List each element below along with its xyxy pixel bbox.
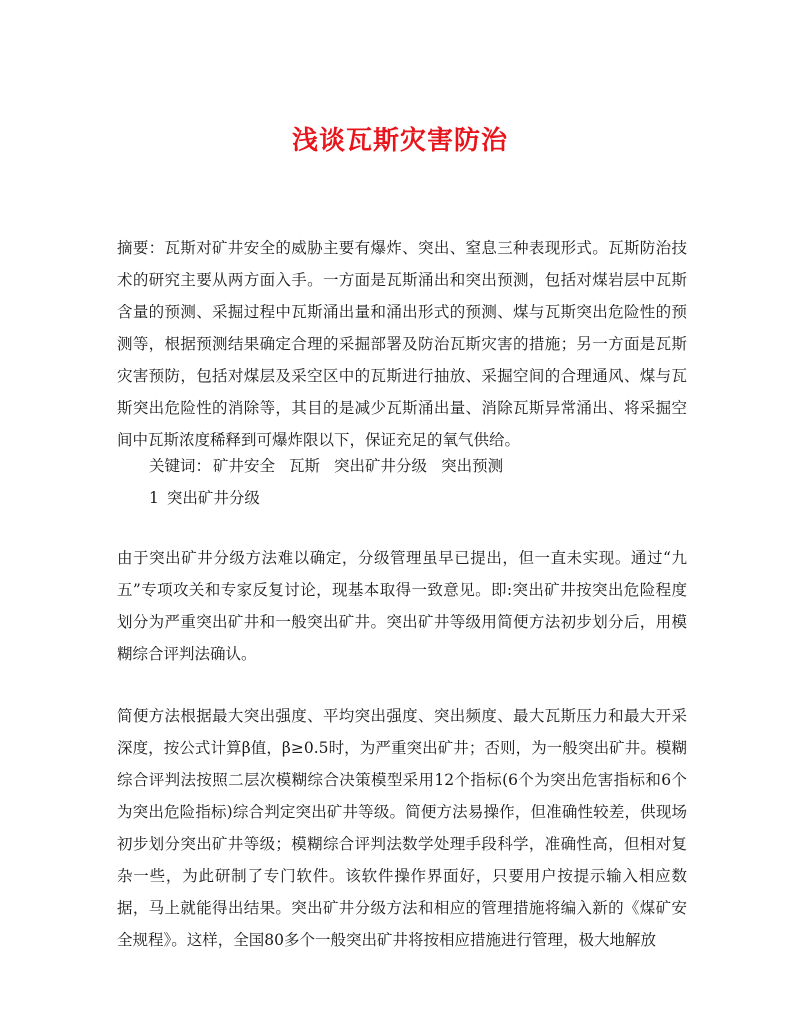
keyword-item: 突出预测 <box>441 457 504 475</box>
keyword-item: 突出矿井分级 <box>334 457 428 475</box>
section-number: 1 <box>149 489 159 507</box>
section-heading <box>149 486 260 510</box>
section-title: 突出矿井分级 <box>166 489 260 507</box>
keyword-item: 瓦斯 <box>289 457 321 475</box>
keywords-line <box>149 454 517 478</box>
keywords-label: 关键词： <box>149 457 212 475</box>
keyword-item: 矿井安全 <box>213 457 276 475</box>
body-paragraph: 由于突出矿井分级方法难以确定，分级管理虽早已提出，但一直未实现。通过“九五”专项攻关和专家反复讨论，现基本取得一致意见。即:突出矿井按突出危险程度划分为严重突出矿井和一般突出矿井。突出矿井等级用简便方法初步划分后，用模糊综合评判法确认。 <box>117 549 687 663</box>
document-title: 浅谈瓦斯灾害防治 <box>291 126 508 157</box>
body-paragraph: 简便方法根据最大突出强度、平均突出强度、突出频度、最大瓦斯压力和最大开采深度，按公式计算β值，β≥0.5时，为严重突出矿井；否则，为一般突出矿井。模糊综合评判法按照二层次模糊综合决策模型采用12个指标(6个为突出危害指标和6个为突出危险指标)综合判定突出矿井等级。简便方法易操作，但准确性较差，供现场初步划分突出矿井等级；模糊综合评判法数学处理手段科学，准确性高，但相对复杂一些，为此研制了专门软件。该软件操作界面好，只要用户按提示输入相应数据，马上就能得出结果。突出矿井分级方法和相应的管理措施将编入新的《煤矿安全规程》。这样，全国80多个一般突出矿井将按相应措施进行管理，极大地解放 <box>117 707 687 949</box>
abstract-paragraph: 摘要：瓦斯对矿井安全的威胁主要有爆炸、突出、窒息三种表现形式。瓦斯防治技术的研究主要从两方面入手。一方面是瓦斯涌出和突出预测，包括对煤岩层中瓦斯含量的预测、采掘过程中瓦斯涌出量和涌出形式的预测、煤与瓦斯突出危险性的预测等，根据预测结果确定合理的采掘部署及防治瓦斯灾害的措施；另一方面是瓦斯灾害预防，包括对煤层及采空区中的瓦斯进行抽放、采掘空间的合理通风、煤与瓦斯突出危险性的消除等，其目的是减少瓦斯涌出量、消除瓦斯异常涌出、将采掘空间中瓦斯浓度稀释到可爆炸限以下，保证充足的氧气供给。 <box>117 239 687 449</box>
